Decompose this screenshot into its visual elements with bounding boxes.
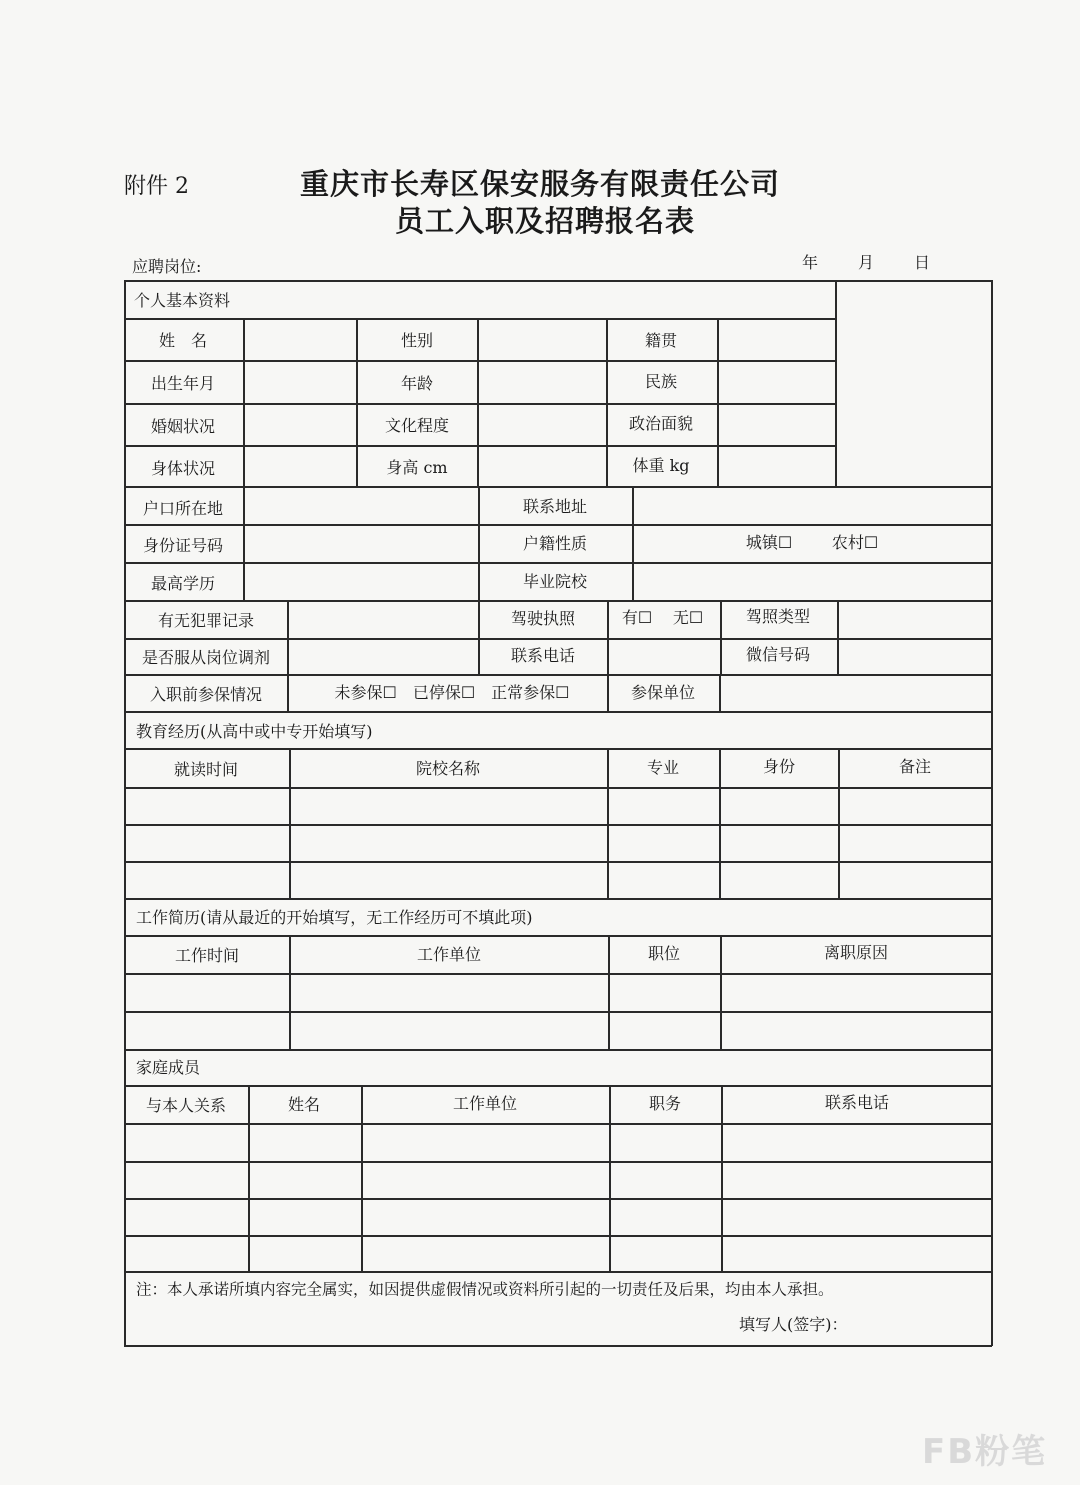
label-obey-transfer: 是否服从岗位调剂 <box>141 648 271 667</box>
form-title: 员工入职及招聘报名表 <box>395 204 696 238</box>
label-graduate-school: 毕业院校 <box>522 572 588 591</box>
label-insurance-before: 入职前参保情况 <box>149 685 263 704</box>
family-header-phone: 联系电话 <box>824 1093 890 1112</box>
option-rural[interactable]: 农村☐ <box>831 533 879 552</box>
section-work: 工作简历(请从最近的开始填写，无工作经历可不填此项) <box>136 908 533 927</box>
label-id-number: 身份证号码 <box>142 536 224 555</box>
label-name: 姓 名 <box>158 331 208 350</box>
family-header-unit: 工作单位 <box>452 1094 518 1113</box>
edu-header-time: 就读时间 <box>173 760 239 779</box>
attachment-label: 附件 2 <box>124 174 189 199</box>
section-education: 教育经历(从高中或中专开始填写) <box>136 722 373 741</box>
work-header-position: 职位 <box>647 944 681 963</box>
label-height: 身高 cm <box>386 458 448 477</box>
post-label: 应聘岗位: <box>132 257 202 276</box>
section-family: 家庭成员 <box>136 1058 201 1077</box>
label-hukou-type: 户籍性质 <box>522 534 588 553</box>
option-license-none[interactable]: 无☐ <box>672 608 704 627</box>
label-address: 联系地址 <box>522 497 588 516</box>
edu-header-major: 专业 <box>646 758 680 777</box>
option-license-have[interactable]: 有☐ <box>621 608 653 627</box>
label-wechat: 微信号码 <box>745 645 811 664</box>
date-day: 日 <box>914 253 931 272</box>
label-driving-license: 驾驶执照 <box>510 609 576 628</box>
label-ethnicity: 民族 <box>644 372 678 391</box>
family-header-duty: 职务 <box>648 1094 682 1113</box>
label-political: 政治面貌 <box>628 414 694 433</box>
declaration-note: 注：本人承诺所填内容完全属实，如因提供虚假情况或资料所引起的一切责任及后果，均由本人承担。 <box>136 1280 834 1299</box>
edu-header-school: 院校名称 <box>415 759 481 778</box>
date-year: 年 <box>802 253 819 272</box>
work-header-reason: 离职原因 <box>823 943 889 962</box>
date-month: 月 <box>858 253 875 272</box>
label-health: 身体状况 <box>150 459 216 478</box>
label-age: 年龄 <box>400 374 434 393</box>
work-header-time: 工作时间 <box>174 946 240 965</box>
edu-header-identity: 身份 <box>762 757 796 776</box>
signature-label: 填写人(签字)： <box>739 1315 848 1334</box>
label-native-place: 籍贯 <box>644 331 678 350</box>
work-header-unit: 工作单位 <box>416 945 482 964</box>
label-education-level: 文化程度 <box>384 416 450 435</box>
label-phone: 联系电话 <box>510 646 576 665</box>
label-criminal-record: 有无犯罪记录 <box>157 611 255 630</box>
label-highest-degree: 最高学历 <box>150 574 216 593</box>
label-insurance-unit: 参保单位 <box>630 683 696 702</box>
watermark-logo: FB粉笔 <box>922 1432 1048 1472</box>
label-marital: 婚姻状况 <box>150 417 216 436</box>
option-urban[interactable]: 城镇☐ <box>745 533 793 552</box>
options-insurance[interactable]: 未参保☐ 已停保☐ 正常参保☐ <box>334 683 570 702</box>
label-weight: 体重 kg <box>632 456 690 475</box>
section-personal: 个人基本资料 <box>134 291 231 310</box>
edu-header-remark: 备注 <box>898 757 932 776</box>
family-header-name: 姓名 <box>287 1095 321 1114</box>
label-license-type: 驾照类型 <box>745 607 811 626</box>
date-line <box>802 255 970 271</box>
label-gender: 性别 <box>400 331 434 350</box>
label-birth: 出生年月 <box>150 374 216 393</box>
form-title-company: 重庆市长寿区保安服务有限责任公司 <box>300 167 781 201</box>
label-hukou-location: 户口所在地 <box>142 499 224 518</box>
family-header-relation: 与本人关系 <box>145 1096 227 1115</box>
